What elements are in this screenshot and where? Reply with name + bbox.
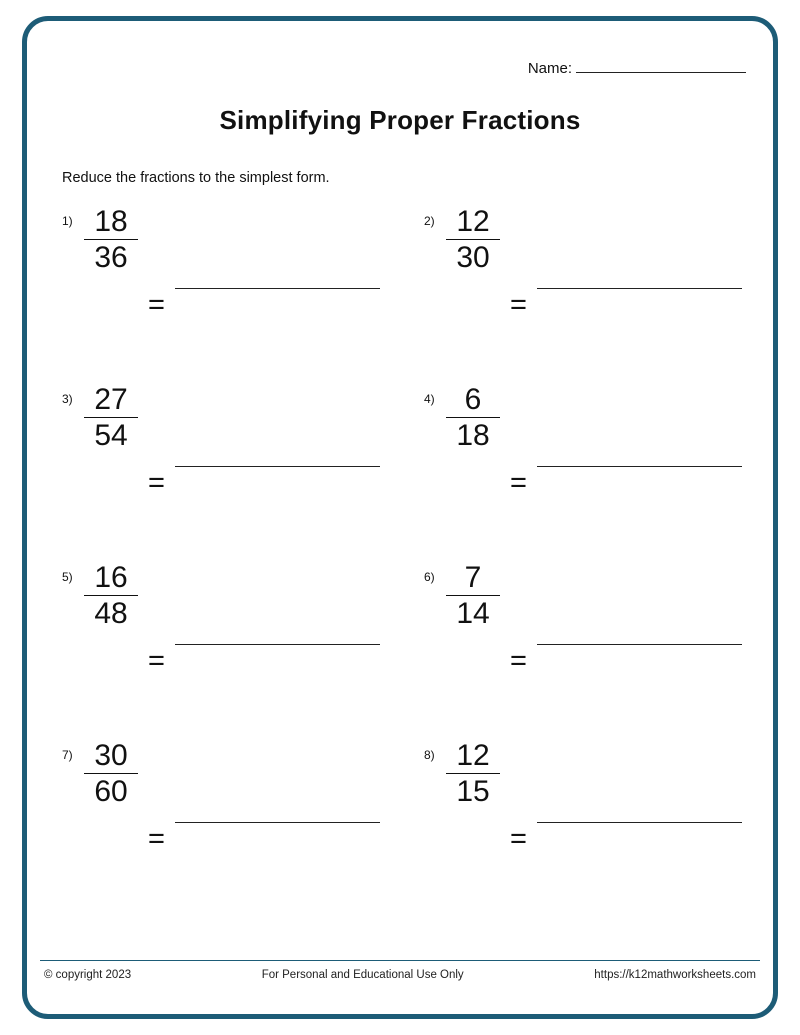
problem-item <box>40 734 400 912</box>
usage-text: For Personal and Educational Use Only <box>261 969 464 981</box>
answer-blank[interactable] <box>537 734 742 823</box>
denominator: 36 <box>94 241 128 275</box>
fraction <box>84 738 138 810</box>
problem-number: 1) <box>62 214 73 228</box>
worksheet-content <box>40 34 760 1001</box>
problem-item <box>40 200 400 378</box>
answer-blank[interactable] <box>175 734 380 823</box>
fraction <box>84 560 138 632</box>
footer-row <box>40 969 760 981</box>
fraction <box>84 382 138 454</box>
numerator: 12 <box>456 739 490 772</box>
numerator: 27 <box>94 383 128 416</box>
problem-item <box>400 378 760 556</box>
answer-blank[interactable] <box>537 200 742 289</box>
equals-sign: = <box>148 644 165 677</box>
answer-blank[interactable] <box>537 378 742 467</box>
equals-sign: = <box>510 822 527 855</box>
equals-sign: = <box>148 466 165 499</box>
problem-item <box>400 200 760 378</box>
page-title: Simplifying Proper Fractions <box>219 105 581 135</box>
problem-number: 8) <box>424 748 435 762</box>
fraction <box>446 738 500 810</box>
fraction <box>446 382 500 454</box>
numerator: 18 <box>94 205 128 238</box>
denominator: 60 <box>94 775 128 809</box>
problem-item <box>400 556 760 734</box>
equals-sign: = <box>148 822 165 855</box>
denominator: 54 <box>94 419 128 453</box>
equals-sign: = <box>148 288 165 321</box>
source-url: https://k12mathworksheets.com <box>594 969 756 981</box>
denominator: 14 <box>456 597 490 631</box>
problem-item <box>400 734 760 912</box>
name-row <box>40 34 760 77</box>
problem-number: 2) <box>424 214 435 228</box>
denominator: 18 <box>456 419 490 453</box>
name-input-blank[interactable] <box>576 58 746 73</box>
problem-number: 5) <box>62 570 73 584</box>
problem-number: 3) <box>62 392 73 406</box>
problem-grid <box>40 200 760 912</box>
footer <box>40 960 760 981</box>
problem-number: 4) <box>424 392 435 406</box>
problem-number: 6) <box>424 570 435 584</box>
name-label: Name: <box>527 60 572 77</box>
denominator: 30 <box>456 241 490 275</box>
fraction <box>446 204 500 276</box>
footer-divider <box>40 960 760 961</box>
problem-item <box>40 556 400 734</box>
copyright-text: © copyright 2023 <box>44 969 132 981</box>
equals-sign: = <box>510 288 527 321</box>
numerator: 30 <box>94 739 128 772</box>
answer-blank[interactable] <box>175 378 380 467</box>
answer-blank[interactable] <box>537 556 742 645</box>
numerator: 16 <box>94 561 128 594</box>
problem-number: 7) <box>62 748 73 762</box>
problem-item <box>40 378 400 556</box>
numerator: 6 <box>464 383 482 416</box>
answer-blank[interactable] <box>175 556 380 645</box>
numerator: 7 <box>464 561 482 594</box>
equals-sign: = <box>510 466 527 499</box>
answer-blank[interactable] <box>175 200 380 289</box>
numerator: 12 <box>456 205 490 238</box>
denominator: 15 <box>456 775 490 809</box>
equals-sign: = <box>510 644 527 677</box>
denominator: 48 <box>94 597 128 631</box>
fraction <box>446 560 500 632</box>
fraction <box>84 204 138 276</box>
instructions-text: Reduce the fractions to the simplest form. <box>62 170 330 186</box>
